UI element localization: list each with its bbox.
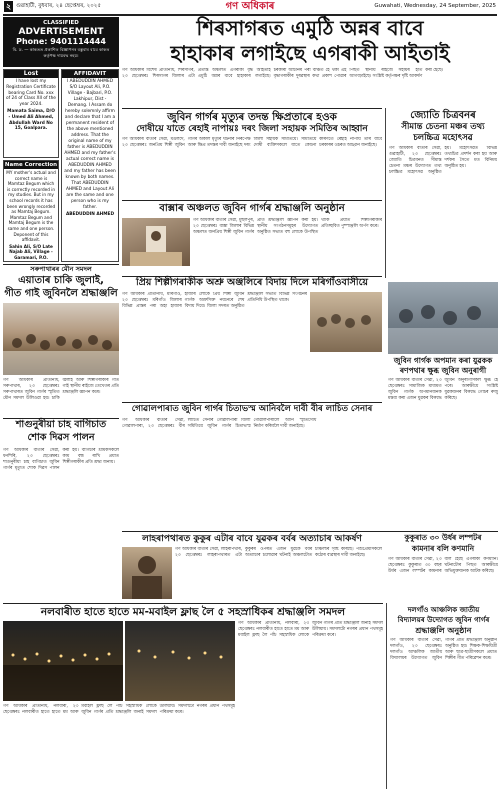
tea-garden-kicker: সৰুপাথাৰৰ মৌন সমদল [30,265,92,273]
crowd-night-image [125,621,235,701]
classified-label: CLASSIFIED [43,20,79,26]
lahapathar-photo [122,547,172,599]
kukura-headline-2: কামনাৰ বলি কণমানি [411,544,475,553]
lahapathar-headline: লাহৰাপথাৰত কুকুৰ এটাৰ বাবে যুৱকৰ বৰ্বৰ অত্যাচাৰ আকৰ্ষণ [142,534,362,544]
tribute-image [122,218,190,266]
goalpara-headline: গোৱালপাৰাত জুবিন গাৰ্গৰ চিতাভস্ম আনিবলৈ দাবী বীৰ লাচিত সেনাৰ [131,404,373,414]
name-correction-notice [3,160,59,262]
classified-title: ADVERTISEMENT [18,27,104,37]
lost-notice [3,69,59,158]
name-correction-body: MY mother's actual and correct name is Mamtaz Begum which is correctly recorded in my studies. But in my school records it has been wrongly recorded as Mamtaj Begum. Mamtaz Begum and Mamtaj Begum is the same and one person. Deponent of this affidavit. [6,170,56,243]
affidavit-body: I ABEDUDDIN AHMED S/O Layout Ali, P.O. Village - Bajbari, P.O. Lakhipur, Dist - Demang. I Assam do hereby solemnly affirm and declare that I am a permanent resident of the above mentioned address. That the original name of my father is ABEDUDDIN AHMED and my father's actual correct name is ABEDUDDIN AHMED and my father has been known by both names. That ABEDUDDIN AHMED and Layout Ali are the same and one person who is my father. [64,79,116,210]
left-date: গুৱাহাটী, বুধবাৰ, ২৪ ছেপ্তেম্বৰ, ২০২৫ [16,3,101,9]
darrang-box [386,603,498,789]
rally-body-cont: গণ অধিকাৰ প্ৰতিনিধি, নলবাৰী, ২৩ ছেপ্তেম্বৰঃ নলবাৰীত হাতে হাতে মম আৰু মবাইল ফ্লাছ লৈ পাঁচ সহস্ৰাধিক লোকে জুবিন গাৰ্গৰ প্ৰতি শ্ৰদ্ধাঞ্জলি জনাই সমদল উলিয়ায়। সমদলটো নগৰৰ প্ৰধান পথসমূহ পৰিক্ৰমা কৰে। [3,704,235,715]
morigaon-headline: প্ৰিয় শিল্পীগৰাকীক অশ্ৰু অঞ্জলিৰে বিদায় দিলে মৰিগাঁওবাসীয়ে [135,277,368,288]
affidavit-notice [61,69,119,262]
jubin-song-body: গণ অধিকাৰ বাতৰি সেৱা, ২৩ ছেপ্তেম্বৰঃ সামাজিক মাধ্যমত জুবিন গাৰ্গক অপমানজনক মন্তব্য কৰা এজন যুৱকৰ বিৰুদ্ধে জুবিন অনুৰাগীসকল ক্ষুব্ধ হৈ পৰে। আৰক্ষীয়ে সংশ্লিষ্ট যুৱকজনৰ বিৰুদ্ধে গোচৰ ৰুজু কৰিছে। [388,378,498,401]
divider [122,108,382,109]
jyoti-headline-2: সীমান্ত চেতনা মঞ্চৰ তথ্য [401,122,485,132]
rally-photo-2 [125,621,235,701]
tea-garden-body: গণ অধিকাৰ প্ৰতিনিধি, সৰুপাথাৰ, ২৩ ছেপ্তেম্বৰঃ সৰুপাথাৰত জুবিন গাৰ্গৰ স্মৃতিত মৌন সমদল উলিওৱা হয়। চাকি জ্বলাই আৰু শিল্পীগৰাকীৰ গীত গাই স্থানীয় ৰাইজে তেখেতৰ প্ৰতি শ্ৰদ্ধাঞ্জলি জ্ঞাপন কৰে। [3,378,119,401]
candle-rally-image [3,621,123,701]
jyoti-headline-3: চলচ্চিত্ৰ মহোৎসৱ [413,133,473,143]
affidavit-sign: ABEDUDDIN AHMED [65,212,115,217]
darrang-headline-1: দলগাঁও আঞ্চলিক জাতীয় [407,606,480,614]
kukura-headline-1: কুকুৰাত ৩০ উৰ্ধৰ লম্পটৰ [404,533,482,542]
goalpara-body: গণ অধিকাৰ বাতৰি সেৱা, গোৱালপাৰা, ২৩ ছেপ্তেম্বৰঃ বীৰ লাচিত সেনাৰ গোৱালপাৰা জিলা সমিতিয়ে জুবিন গাৰ্গৰ চিতাভস্ম গোৱালপাৰালৈ আনি স্মৃতিসৌধ নিৰ্মাণ কৰিবলৈ দাবী জনাইছে। [122,418,317,429]
darrang-headline-3: শ্ৰদ্ধাঞ্জলি অনুষ্ঠান [415,626,472,635]
jubin-song-photo [388,282,498,354]
jyoti-body: গণ অধিকাৰ বাতৰি সেৱা, গুৱাহাটী, ২৩ ছেপ্তেম্বৰঃ জ্যোতি চিত্ৰবনত সীমান্ত চেতনা মঞ্চৰ উদ্যোগত তথ্য চলচ্চিত্ৰ মহোৎসৱ অনুষ্ঠিত হয়। মহোৎসৱত বিভিন্ন তথ্যচিত্ৰ প্ৰদৰ্শন কৰা হয় আৰু দৰ্শকৰ সৈতে মত বিনিময় অনুষ্ঠিত হয়। [389,146,497,175]
jyoti-headline-1: জ্যোতি চিত্ৰবনৰ [410,110,476,121]
shagunbari-body: গণ অধিকাৰ বাতৰি সেৱা, ধনশিৰি, ২৩ ছেপ্তেম্বৰঃ শাগুনুৰীয়া চাহ বাগিচাত জুবিন গাৰ্গৰ মৃত্যুত শোক দিৱস পালন কৰা হয়। বাগিচাৰ শ্ৰমিকসকলে কাম বন্ধ ৰাখি প্ৰয়াত শিল্পীগৰাকীৰ প্ৰতি শ্ৰদ্ধা জনায়। [3,448,119,471]
morigaon-body: গণ অধিকাৰ প্ৰতিনিধি, মৰিগাঁও, ২৩ ছেপ্তেম্বৰঃ মৰিগাঁও জিলাৰ বিভিন্ন প্ৰান্তৰ পৰা অহা হাজাৰ হাজাৰ লোকে প্ৰিয় শিল্পী জুবিন গাৰ্গক অশ্ৰুসিক্ত নয়নেৰে শেষ বিদায় দিয়ে। জিলা সদৰত অনুষ্ঠিত শ্ৰদ্ধাঞ্জলি সভাত বিভিন্ন সংগঠনৰ প্ৰতিনিধি উপস্থিত থাকে। [122,292,307,309]
name-correction-sign: Sahin Ali, S/O Late Najab Ali, Village - Garamari, P.O. [9,243,53,260]
portrait-image [122,547,172,599]
right-date: Guwahati, Wednesday, 24 September, 2025 [374,3,496,9]
divider [3,603,383,604]
classified-phone: Phone: 9401114444 [16,37,106,46]
gathering-image [310,292,382,352]
tea-garden-headline-2: গীত গাই জুবিনলৈ শ্ৰদ্ধাঞ্জলি [4,288,118,299]
protest-image [388,282,498,354]
shagunbari-headline-2: শোক দিৱস পালন [27,432,95,443]
probe-headline-2: দোষীয়ে যাতে ৰেহাই নাপায়ঃ দৰং জিলা সহায়ক সমিতিৰ আহ্বান [136,124,368,134]
name-correction-heading: Name Correction [4,162,58,168]
darrang-headline-2: বিদ্যালয়ৰ উদ্যোগত জুবিন গাৰ্গৰ [397,616,490,624]
tea-garden-photo [3,303,119,375]
masthead [0,0,500,14]
baksa-body: গণ অধিকাৰ বাতৰি সেৱা, মুছলপুৰ, ২৩ ছেপ্তেম্বৰঃ বাক্সা জিলাৰ বিভিন্ন অঞ্চলত জনপ্ৰিয় শিল্পী জুবিন গাৰ্গৰ প্ৰতি শ্ৰদ্ধাঞ্জলি জ্ঞাপন কৰা হয়। স্থানীয় সংগঠনসমূহৰ উদ্যোগত অনুষ্ঠিত সভাত বহু লোকে উপস্থিত থাকি প্ৰয়াত শিল্পীগৰাকীৰ প্ৰতিচ্ছবিত পুষ্পাঞ্জলি অৰ্পণ কৰে। [193,218,382,235]
lead-body: গণ অধিকাৰ বিশেষ প্ৰতিনিধি, শিৰসাগৰ, ২৩ ছেপ্তেম্বৰঃ শিৰসাগৰ জিলাৰ এটা প্ৰত্যন্ত অঞ্চলত এগৰাকী বৃদ্ধ আইতাই এমুঠি অন্নৰ বাবে হাহাকাৰ লগাইছে। চৰকাৰী আঁচনিৰ পৰা বঞ্চিত হৈ থকা এই বৃদ্ধাগৰাকীৰ দুৰৱস্থাৰ কথা প্ৰকাশ পোৱাৰ পিছত স্থানীয় ৰাইজে সহায়ৰ হাত আগবঢ়াইছে। সংশ্লিষ্ট কৰ্তৃপক্ষৰ দৃষ্টি আকৰ্ষণ কৰা হৈছে। [122,68,444,79]
lead-headline-2: হাহাকাৰ লগাইছে এগৰাকী আইতাই [170,41,450,65]
lost-heading: Lost [4,70,58,78]
crowd-image [3,303,119,375]
rally-body: গণ অধিকাৰ প্ৰতিনিধি, নলবাৰী, ২৩ ছেপ্তেম্বৰঃ নলবাৰীত হাতে হাতে মম আৰু মবাইল ফ্লাছ লৈ পাঁচ সহস্ৰাধিক লোকে জুবিন গাৰ্গৰ প্ৰতি শ্ৰদ্ধাঞ্জলি জনাই সমদল উলিয়ায়। সমদলটো নগৰৰ প্ৰধান পথসমূহ পৰিক্ৰমা কৰে। [238,621,383,638]
classified-note: বি. দ্ৰ. — কাকতত প্ৰকাশিত বিজ্ঞাপনৰ বস্তুবাৰ বাবে কাকত কৰ্তৃপক্ষ দায়বদ্ধ নহয়। [12,47,110,58]
lahapathar-body: গণ অধিকাৰ বাতৰি সেৱা, লাহৰাপথাৰ, ২৩ ছেপ্তেম্বৰঃ লাহৰাপথাৰত এটা কুকুৰৰ ওপৰত এজন যুৱকে বৰ্বৰ অত্যাচাৰ চলোৱাৰ ঘটনাই অঞ্চলটোত চাঞ্চল্যৰ সৃষ্টি কৰিছে। পশুপ্ৰেমীসকলে কঠোৰ ব্যৱস্থাৰ দাবী জনাইছে। [175,547,382,558]
probe-body: গণ অধিকাৰ বাতৰি সেৱা, মঙলদৈ, ২৩ ছেপ্তেম্বৰঃ জনপ্ৰিয় শিল্পী জুবিন গাৰ্গৰ অকাল মৃত্যুৰ ঘটনাৰ নিৰপেক্ষ আৰু ক্ষিপ্ৰ তদন্তৰ দাবী জনাইছে দৰং জিলা সহায়ক সমিতিয়ে। সমিতিয়ে দোষী ব্যক্তিসকলে যাতে কোনো কাৰণতে ৰেহাই নাপায় তাৰ বাবে চৰকাৰৰ ওচৰত আহ্বান জনাইছে। [122,137,382,148]
morigaon-photo [310,292,382,352]
lost-sign: Mamata Saima, D/O - Umed Ali Ahmed, Abdullah Ward No 15, Goalpara. [7,108,55,132]
divider [122,402,382,403]
baksa-photo [122,218,190,266]
darrang-body: গণ অধিকাৰ বাতৰি সেৱা, দলগাঁও, ২৩ ছেপ্তেম্বৰঃ দলগাঁও আঞ্চলিক জাতীয় বিদ্যালয়ৰ উদ্যোগত জুবিন গাৰ্গৰ প্ৰতি শ্ৰদ্ধাঞ্জলি অনুষ্ঠান অনুষ্ঠিত হয়। শিক্ষক-শিক্ষয়িত্ৰী আৰু ছাত্ৰ-ছাত্ৰীসকলে প্ৰয়াত শিল্পীৰ গীত পৰিৱেশন কৰে। [390,638,497,661]
page-number: ২ [5,2,12,11]
affidavit-heading: AFFIDAVIT [62,70,118,78]
jubin-song-headline-1: জুবিন গাৰ্গক অপমান কৰা যুৱকক [393,356,493,365]
jyoti-box [385,108,498,278]
brand-logo: গণ অধিকাৰ [225,1,275,12]
baksa-headline: বাক্সাৰ অঞ্চলত জুবিন গাৰ্গৰ শ্ৰদ্ধাঞ্জলি অনুষ্ঠান [159,203,345,214]
lead-headline-1: শিৰসাগৰত এমুঠি অন্নৰ বাবে [196,16,424,40]
rally-photo [3,621,123,701]
divider [122,200,382,201]
divider [122,531,498,532]
probe-headline-1: জুবিন গাৰ্গৰ মৃত্যুৰ তদন্ত ক্ষিপ্ৰতাৰে হওক [167,111,337,123]
kukura-body: গণ অধিকাৰ বাতৰি সেৱা, ২৩ ছেপ্তেম্বৰঃ কুকুৰাত ৩০ বছৰ উৰ্ধৰ এজন লম্পটৰ কামনাৰ বলি হৈছে এগৰাকী কণমানি। ঘটনাটোৰ পিছত আৰক্ষীয়ে অভিযুক্তজনক আটক কৰিছে। [388,557,498,574]
lost-body: I have lost my Registration Certificate bearing Card No. xxx of 24 of Class XII of the year 2024. [6,79,56,108]
classified-box [3,17,119,67]
shagunbari-headline-1: শাগুনুৰীয়া চাহ বাগিচাত [15,419,107,430]
jubin-song-headline-2: ৰণপথাৰ ক্ষুব্ধ জুবিন অনুৰাগী [399,366,487,375]
rally-headline: নলবাৰীত হাতে হাতে মম-মবাইল ফ্লাছ লৈ ৫ সহস্ৰাধিকৰ শ্ৰদ্ধাঞ্জলি সমদল [40,606,346,618]
tea-garden-headline-1: এয়াতাৰ চাকি জুলাই, [18,275,104,286]
